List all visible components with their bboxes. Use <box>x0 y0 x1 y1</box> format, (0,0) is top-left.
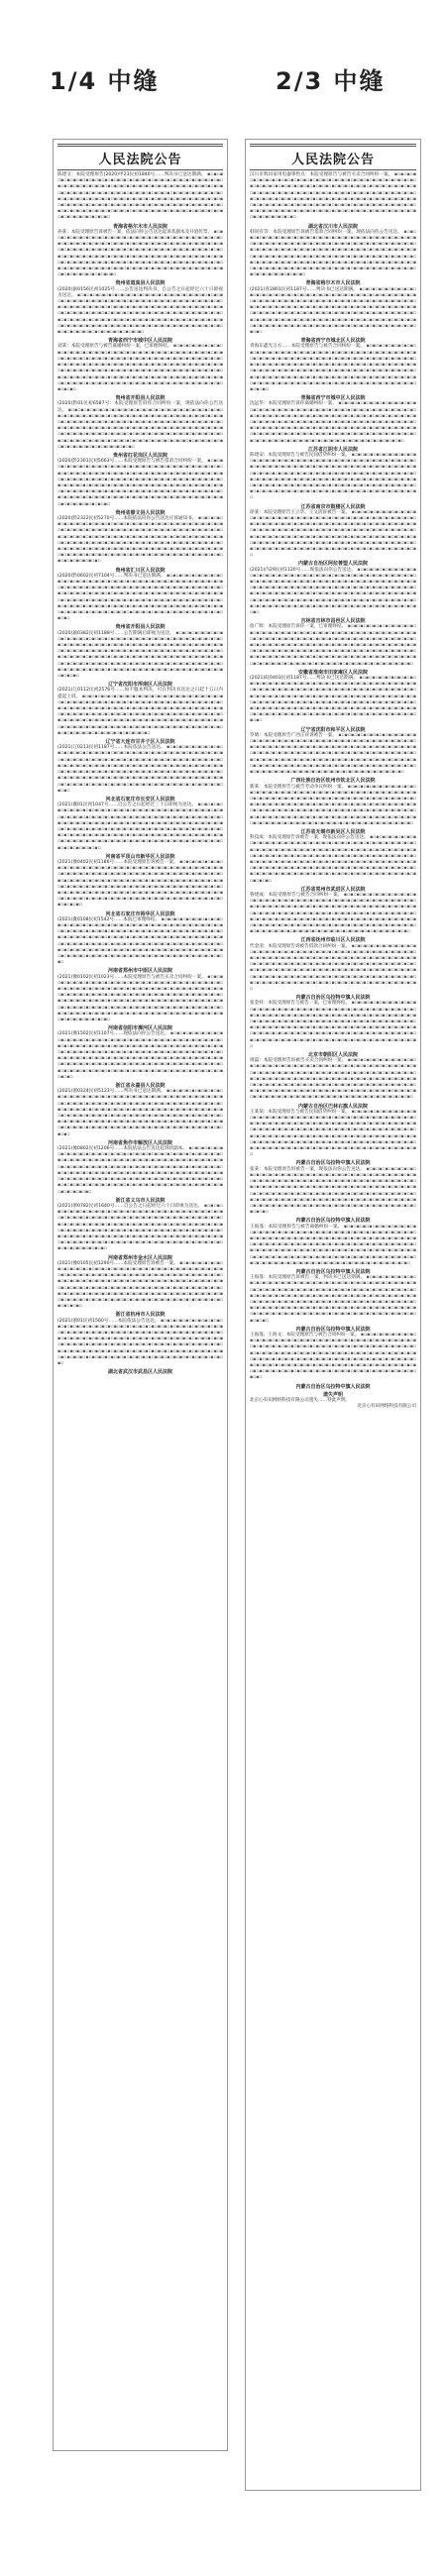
notice-item <box>250 624 416 676</box>
court-name: 江苏省常州市武进区人民法院 <box>300 886 366 893</box>
notice-text: (2021)辽0213民初1187号……本院依法公告送达。 <box>57 745 166 751</box>
notice-item <box>57 1031 223 1089</box>
court-name: 河南省焦作市解放区人民法院 <box>107 1139 172 1146</box>
right-column-header: 人民法院公告 <box>250 144 416 170</box>
notice-text: 鲁建成：本院受理原告与被告合同纠纷一案。 <box>250 892 343 898</box>
notice-item <box>57 172 223 230</box>
court-name: 湖北省汉川市人民法院 <box>307 223 358 230</box>
notice-body-texture: ▪▫▪▫▪▫▪▫▪▫▪▫▪▫▪▫▪▫▪▫▪▫▪▫▪▫▪▫▪▫▪▫▪▫▪▫▪▫▪▫▪▫▪▫▪▫▪▫▪▫▪▫▪▫▪▫▪▫▪▫▪▫▪▫▪▫▪▫▪▫▪▫▪▫▪▫▪▫▪▫▪▫▪▫▪▫▪▫▪▫▪▫▪▫▪▫▪▫▪▫▪▫▪▫▪▫▪▫▪▫▪▫▪▫▪▫▪▫▪▫▪▫▪▫▪▫▪▫▪▫▪▫▪▫▪▫▪▫▪▫▪▫▪▫▪▫▪▫▪▫▪▫▪▫▪▫▪▫▪▫▪▫▪▫▪▫▪▫▪▫▪▫▪▫▪▫▪▫▪▫▪▫▪▫▪▫▪▫▪▫▪▫▪▫▪▫▪▫▪▫▪▫▪▫▪▫▪▫▪▫▪▫▪▫▪▫▪▫▪▫▪▫▪▫▪▫▪▫▪▫▪▫▪▫▪▫▪▫▪▫▪▫▪▫▪▫▪▫▪▫▪▫▪▫▪▫▪▫▪▫▪▫▪▫▪▫▪▫▪▫▪▫▪▫▪▫▪▫▪▫▪▫▪▫▪▫▪▫▪▫▪▫▪▫▪▫▪▫▪▫▪▫▪▫▪▫▪▫▪▫▪▫▪▫▪▫▪▫▪▫▪▫▪▫▪▫▪▫▪▫▪▫▪▫▪▫▪▫▪▫ <box>250 1058 416 1101</box>
notice-body-texture: ▪▫▪▫▪▫▪▫▪▫▪▫▪▫▪▫▪▫▪▫▪▫▪▫▪▫▪▫▪▫▪▫▪▫▪▫▪▫▪▫▪▫▪▫▪▫▪▫▪▫▪▫▪▫▪▫▪▫▪▫▪▫▪▫▪▫▪▫▪▫▪▫▪▫▪▫▪▫▪▫▪▫▪▫▪▫▪▫▪▫▪▫▪▫▪▫▪▫▪▫▪▫▪▫▪▫▪▫▪▫▪▫▪▫▪▫▪▫▪▫▪▫▪▫▪▫▪▫▪▫▪▫▪▫▪▫▪▫▪▫▪▫▪▫▪▫▪▫▪▫▪▫▪▫▪▫▪▫▪▫▪▫▪▫▪▫▪▫▪▫▪▫▪▫▪▫▪▫▪▫▪▫▪▫▪▫▪▫▪▫▪▫▪▫▪▫▪▫▪▫▪▫▪▫▪▫▪▫▪▫▪▫▪▫▪▫▪▫▪▫▪▫▪▫▪▫▪▫▪▫▪▫▪▫▪▫▪▫▪▫▪▫▪▫▪▫▪▫▪▫▪▫▪▫▪▫▪▫▪▫▪▫▪▫▪▫▪▫▪▫▪▫▪▫▪▫▪▫▪▫▪▫▪▫▪▫▪▫▪▫▪▫▪▫▪▫▪▫▪▫▪▫▪▫▪▫▪▫▪▫▪▫▪▫▪▫▪▫▪▫▪▫▪▫▪▫▪▫▪▫▪▫▪▫▪▫▪▫▪▫ <box>250 1109 416 1158</box>
notice-item <box>57 459 223 516</box>
notice-text: 汉川市辉讯家用电器零售点：本院受理原告与被告买卖合同纠纷一案。 <box>250 172 393 177</box>
notice-body-texture: ▪▫▪▫▪▫▪▫▪▫▪▫▪▫▪▫▪▫▪▫▪▫▪▫▪▫▪▫▪▫▪▫▪▫▪▫▪▫▪▫▪▫▪▫▪▫▪▫▪▫▪▫▪▫▪▫▪▫▪▫▪▫▪▫▪▫▪▫▪▫▪▫▪▫▪▫▪▫▪▫▪▫▪▫▪▫▪▫▪▫▪▫▪▫▪▫▪▫▪▫▪▫▪▫▪▫▪▫▪▫▪▫▪▫▪▫▪▫▪▫▪▫▪▫▪▫▪▫▪▫▪▫▪▫▪▫▪▫▪▫▪▫▪▫▪▫▪▫▪▫▪▫▪▫▪▫▪▫▪▫▪▫▪▫▪▫▪▫▪▫▪▫▪▫▪▫▪▫▪▫▪▫▪▫▪▫▪▫▪▫▪▫▪▫▪▫▪▫▪▫▪▫▪▫▪▫▪▫▪▫▪▫▪▫▪▫▪▫▪▫▪▫▪▫▪▫▪▫▪▫▪▫▪▫▪▫▪▫▪▫▪▫▪▫▪▫▪▫▪▫▪▫▪▫▪▫▪▫▪▫▪▫▪▫▪▫▪▫▪▫▪▫▪▫▪▫▪▫▪▫▪▫▪▫▪▫▪▫▪▫▪▫▪▫▪▫▪▫▪▫▪▫▪▫▪▫▪▫▪▫▪▫▪▫▪▫▪▫▪▫▪▫▪▫▪▫▪▫▪▫▪▫▪▫▪▫▪▫▪▫ <box>250 943 416 992</box>
notice-item <box>250 568 416 625</box>
notice-text: (2021)冀0108民初1542号……本院已审理终结。 <box>57 916 161 922</box>
court-name: 内蒙古自治区乌拉特中旗人民法院 <box>295 1326 371 1333</box>
left-column-header: 人民法院公告 <box>57 144 223 170</box>
court-name: 内蒙古自治区乌拉特中旗人民法院 <box>295 995 371 1002</box>
notice-body-texture: ▪▫▪▫▪▫▪▫▪▫▪▫▪▫▪▫▪▫▪▫▪▫▪▫▪▫▪▫▪▫▪▫▪▫▪▫▪▫▪▫▪▫▪▫▪▫▪▫▪▫▪▫▪▫▪▫▪▫▪▫▪▫▪▫▪▫▪▫▪▫▪▫▪▫▪▫▪▫▪▫▪▫▪▫▪▫▪▫▪▫▪▫▪▫▪▫▪▫▪▫▪▫▪▫▪▫▪▫▪▫▪▫▪▫▪▫▪▫▪▫▪▫▪▫▪▫▪▫▪▫▪▫▪▫▪▫▪▫▪▫▪▫▪▫▪▫▪▫▪▫▪▫▪▫▪▫▪▫▪▫▪▫▪▫▪▫▪▫▪▫▪▫▪▫▪▫▪▫▪▫▪▫▪▫▪▫▪▫▪▫▪▫▪▫▪▫▪▫▪▫▪▫▪▫▪▫▪▫▪▫▪▫▪▫▪▫▪▫▪▫▪▫▪▫▪▫▪▫▪▫▪▫▪▫▪▫▪▫▪▫▪▫▪▫▪▫▪▫▪▫▪▫▪▫▪▫▪▫▪▫▪▫▪▫▪▫▪▫▪▫▪▫▪▫▪▫▪▫▪▫▪▫▪▫▪▫▪▫▪▫▪▫▪▫▪▫▪▫▪▫▪▫▪▫▪▫▪▫▪▫▪▫▪▫▪▫▪▫▪▫▪▫▪▫▪▫▪▫▪▫▪▫▪▫▪▫▪▫▪▫ <box>57 803 223 851</box>
notice-text: 张某：本院受理原告诉被告一案，现依法向你公告送达。 <box>250 1166 365 1172</box>
notice-body-texture: ▪▫▪▫▪▫▪▫▪▫▪▫▪▫▪▫▪▫▪▫▪▫▪▫▪▫▪▫▪▫▪▫▪▫▪▫▪▫▪▫▪▫▪▫▪▫▪▫▪▫▪▫▪▫▪▫▪▫▪▫▪▫▪▫▪▫▪▫▪▫▪▫▪▫▪▫▪▫▪▫▪▫▪▫▪▫▪▫▪▫▪▫▪▫▪▫▪▫▪▫▪▫▪▫▪▫▪▫▪▫▪▫▪▫▪▫▪▫▪▫▪▫▪▫▪▫▪▫▪▫▪▫▪▫▪▫▪▫▪▫▪▫▪▫▪▫▪▫▪▫▪▫▪▫▪▫▪▫▪▫▪▫▪▫▪▫▪▫▪▫▪▫▪▫▪▫▪▫▪▫▪▫▪▫▪▫▪▫▪▫▪▫▪▫▪▫▪▫▪▫▪▫▪▫▪▫▪▫▪▫▪▫▪▫▪▫▪▫▪▫▪▫▪▫▪▫▪▫▪▫▪▫▪▫▪▫▪▫▪▫▪▫▪▫▪▫▪▫▪▫▪▫▪▫▪▫▪▫▪▫▪▫▪▫▪▫▪▫▪▫▪▫▪▫▪▫▪▫▪▫▪▫▪▫▪▫▪▫▪▫▪▫▪▫▪▫▪▫▪▫▪▫▪▫▪▫▪▫▪▫▪▫▪▫▪▫▪▫▪▫▪▫▪▫▪▫▪▫▪▫▪▫▪▫▪▫▪▫▪▫ <box>57 1031 223 1080</box>
notice-item <box>250 1058 416 1110</box>
right-gutter-label: 2/3 中缝 <box>276 67 386 95</box>
left-gutter-label: 1/4 中缝 <box>50 67 160 95</box>
court-name: 贵州省红花岗区人民法院 <box>112 452 167 459</box>
court-name: 贵州省开阳县人民法院 <box>115 395 166 402</box>
notice-text: (2020)黔0602民初7104号……判决书已送达期满。 <box>57 573 166 579</box>
notice-item <box>250 401 416 453</box>
notice-body-texture: ▪▫▪▫▪▫▪▫▪▫▪▫▪▫▪▫▪▫▪▫▪▫▪▫▪▫▪▫▪▫▪▫▪▫▪▫▪▫▪▫▪▫▪▫▪▫▪▫▪▫▪▫▪▫▪▫▪▫▪▫▪▫▪▫▪▫▪▫▪▫▪▫▪▫▪▫▪▫▪▫▪▫▪▫▪▫▪▫▪▫▪▫▪▫▪▫▪▫▪▫▪▫▪▫▪▫▪▫▪▫▪▫▪▫▪▫▪▫▪▫▪▫▪▫▪▫▪▫▪▫▪▫▪▫▪▫▪▫▪▫▪▫▪▫▪▫▪▫▪▫▪▫▪▫▪▫▪▫▪▫▪▫▪▫▪▫▪▫▪▫▪▫▪▫▪▫▪▫▪▫▪▫▪▫▪▫▪▫▪▫▪▫▪▫▪▫▪▫▪▫▪▫▪▫▪▫▪▫▪▫▪▫▪▫▪▫▪▫▪▫▪▫▪▫▪▫▪▫▪▫▪▫▪▫▪▫▪▫▪▫▪▫▪▫▪▫▪▫▪▫▪▫▪▫▪▫▪▫▪▫▪▫▪▫▪▫▪▫▪▫▪▫▪▫▪▫▪▫▪▫▪▫▪▫▪▫▪▫▪▫▪▫▪▫▪▫▪▫▪▫▪▫▪▫▪▫▪▫▪▫▪▫▪▫▪▫▪▫▪▫▪▫▪▫▪▫▪▫▪▫▪▫▪▫▪▫▪▫▪▫ <box>250 892 416 935</box>
left-notices-body <box>54 170 227 1377</box>
notice-text: (2021)豫0105民初1290号……本院受理原告诉被告一案。 <box>57 1260 178 1266</box>
court-name: 贵州省道真县人民法院 <box>115 280 166 287</box>
notice-body-texture: ▪▫▪▫▪▫▪▫▪▫▪▫▪▫▪▫▪▫▪▫▪▫▪▫▪▫▪▫▪▫▪▫▪▫▪▫▪▫▪▫▪▫▪▫▪▫▪▫▪▫▪▫▪▫▪▫▪▫▪▫▪▫▪▫▪▫▪▫▪▫▪▫▪▫▪▫▪▫▪▫▪▫▪▫▪▫▪▫▪▫▪▫▪▫▪▫▪▫▪▫▪▫▪▫▪▫▪▫▪▫▪▫▪▫▪▫▪▫▪▫▪▫▪▫▪▫▪▫▪▫▪▫▪▫▪▫▪▫▪▫▪▫▪▫▪▫▪▫▪▫▪▫▪▫▪▫▪▫▪▫▪▫▪▫▪▫▪▫▪▫▪▫▪▫▪▫▪▫▪▫▪▫▪▫▪▫▪▫▪▫▪▫▪▫▪▫▪▫▪▫▪▫▪▫▪▫▪▫▪▫▪▫▪▫▪▫▪▫▪▫▪▫▪▫▪▫▪▫▪▫▪▫▪▫▪▫▪▫▪▫▪▫▪▫▪▫▪▫▪▫▪▫▪▫▪▫▪▫▪▫▪▫▪▫▪▫▪▫▪▫▪▫▪▫▪▫▪▫▪▫▪▫▪▫▪▫▪▫▪▫▪▫▪▫▪▫▪▫▪▫▪▫▪▫▪▫▪▫▪▫▪▫▪▫▪▫▪▫▪▫▪▫▪▫▪▫▪▫▪▫▪▫▪▫▪▫▪▫▪▫ <box>250 732 416 776</box>
notice-item <box>250 1225 416 1276</box>
notice-text: (2021)浙0782民初1640号……自公告之日起经过六十日即视为送达。 <box>57 1203 203 1209</box>
notice-text: (2021)辽0112民初2576号……如不服本判决，可在判决书送达之日起十五日内提起上诉。 <box>57 688 223 699</box>
notice-text: (2021)浙01民初1560号……本院依法公告送达。 <box>57 1318 160 1324</box>
notice-item <box>57 401 223 459</box>
notice-body-texture: ▪▫▪▫▪▫▪▫▪▫▪▫▪▫▪▫▪▫▪▫▪▫▪▫▪▫▪▫▪▫▪▫▪▫▪▫▪▫▪▫▪▫▪▫▪▫▪▫▪▫▪▫▪▫▪▫▪▫▪▫▪▫▪▫▪▫▪▫▪▫▪▫▪▫▪▫▪▫▪▫▪▫▪▫▪▫▪▫▪▫▪▫▪▫▪▫▪▫▪▫▪▫▪▫▪▫▪▫▪▫▪▫▪▫▪▫▪▫▪▫▪▫▪▫▪▫▪▫▪▫▪▫▪▫▪▫▪▫▪▫▪▫▪▫▪▫▪▫▪▫▪▫▪▫▪▫▪▫▪▫▪▫▪▫▪▫▪▫▪▫▪▫▪▫▪▫▪▫▪▫▪▫▪▫▪▫▪▫▪▫▪▫▪▫▪▫▪▫▪▫▪▫▪▫▪▫▪▫▪▫▪▫▪▫▪▫▪▫▪▫▪▫▪▫▪▫▪▫▪▫▪▫▪▫▪▫▪▫▪▫▪▫▪▫▪▫▪▫▪▫▪▫▪▫▪▫▪▫▪▫▪▫▪▫▪▫▪▫▪▫▪▫▪▫▪▫▪▫▪▫▪▫▪▫▪▫▪▫▪▫▪▫▪▫▪▫▪▫▪▫▪▫▪▫▪▫▪▫▪▫▪▫▪▫▪▫▪▫▪▫▪▫▪▫▪▫▪▫▪▫▪▫▪▫▪▫▪▫▪▫ <box>250 624 416 667</box>
notice-item <box>250 453 416 510</box>
notice-text: 陈建文：本院受理原告(2020)甲23民初1840号……判决书已送达期满。 <box>57 172 206 177</box>
notice-body-texture: ▪▫▪▫▪▫▪▫▪▫▪▫▪▫▪▫▪▫▪▫▪▫▪▫▪▫▪▫▪▫▪▫▪▫▪▫▪▫▪▫▪▫▪▫▪▫▪▫▪▫▪▫▪▫▪▫▪▫▪▫▪▫▪▫▪▫▪▫▪▫▪▫▪▫▪▫▪▫▪▫▪▫▪▫▪▫▪▫▪▫▪▫▪▫▪▫▪▫▪▫▪▫▪▫▪▫▪▫▪▫▪▫▪▫▪▫▪▫▪▫▪▫▪▫▪▫▪▫▪▫▪▫▪▫▪▫▪▫▪▫▪▫▪▫▪▫▪▫▪▫▪▫▪▫▪▫▪▫▪▫▪▫▪▫▪▫▪▫▪▫▪▫▪▫▪▫▪▫▪▫▪▫▪▫▪▫▪▫▪▫▪▫▪▫▪▫▪▫▪▫▪▫▪▫▪▫▪▫▪▫▪▫▪▫▪▫▪▫▪▫▪▫▪▫▪▫▪▫▪▫▪▫▪▫▪▫▪▫▪▫▪▫▪▫▪▫▪▫▪▫▪▫▪▫▪▫▪▫▪▫▪▫▪▫▪▫▪▫▪▫▪▫▪▫▪▫▪▫▪▫▪▫▪▫▪▫▪▫▪▫▪▫▪▫▪▫▪▫▪▫▪▫▪▫▪▫▪▫▪▫▪▫▪▫▪▫▪▫▪▫▪▫▪▫▪▫▪▫▪▫▪▫▪▫▪▫▪▫▪▫ <box>57 1203 223 1252</box>
notice-body-texture: ▪▫▪▫▪▫▪▫▪▫▪▫▪▫▪▫▪▫▪▫▪▫▪▫▪▫▪▫▪▫▪▫▪▫▪▫▪▫▪▫▪▫▪▫▪▫▪▫▪▫▪▫▪▫▪▫▪▫▪▫▪▫▪▫▪▫▪▫▪▫▪▫▪▫▪▫▪▫▪▫▪▫▪▫▪▫▪▫▪▫▪▫▪▫▪▫▪▫▪▫▪▫▪▫▪▫▪▫▪▫▪▫▪▫▪▫▪▫▪▫▪▫▪▫▪▫▪▫▪▫▪▫▪▫▪▫▪▫▪▫▪▫▪▫▪▫▪▫▪▫▪▫▪▫▪▫▪▫▪▫▪▫▪▫▪▫▪▫▪▫▪▫▪▫▪▫▪▫▪▫▪▫▪▫▪▫▪▫▪▫▪▫▪▫▪▫▪▫▪▫▪▫▪▫▪▫▪▫▪▫▪▫▪▫▪▫▪▫▪▫▪▫▪▫▪▫▪▫▪▫▪▫▪▫▪▫▪▫▪▫▪▫▪▫▪▫▪▫▪▫▪▫▪▫▪▫▪▫▪▫▪▫▪▫▪▫▪▫▪▫▪▫▪▫▪▫▪▫▪▫▪▫▪▫▪▫▪▫▪▫▪▫▪▫▪▫▪▫▪▫▪▫▪▫▪▫▪▫▪▫▪▫▪▫▪▫▪▫▪▫▪▫▪▫▪▫▪▫▪▫▪▫▪▫▪▫▪▫▪▫ <box>57 1146 223 1195</box>
court-name: 内蒙古自治区巴林右旗人民法院 <box>297 1103 368 1110</box>
notice-body-texture: ▪▫▪▫▪▫▪▫▪▫▪▫▪▫▪▫▪▫▪▫▪▫▪▫▪▫▪▫▪▫▪▫▪▫▪▫▪▫▪▫▪▫▪▫▪▫▪▫▪▫▪▫▪▫▪▫▪▫▪▫▪▫▪▫▪▫▪▫▪▫▪▫▪▫▪▫▪▫▪▫▪▫▪▫▪▫▪▫▪▫▪▫▪▫▪▫▪▫▪▫▪▫▪▫▪▫▪▫▪▫▪▫▪▫▪▫▪▫▪▫▪▫▪▫▪▫▪▫▪▫▪▫▪▫▪▫▪▫▪▫▪▫▪▫▪▫▪▫▪▫▪▫▪▫▪▫▪▫▪▫▪▫▪▫▪▫▪▫▪▫▪▫▪▫▪▫▪▫▪▫▪▫▪▫▪▫▪▫▪▫▪▫▪▫▪▫▪▫▪▫▪▫▪▫▪▫▪▫▪▫▪▫▪▫▪▫▪▫▪▫▪▫▪▫▪▫▪▫▪▫▪▫▪▫▪▫▪▫▪▫▪▫▪▫▪▫▪▫▪▫▪▫▪▫▪▫▪▫▪▫▪▫▪▫▪▫▪▫▪▫▪▫▪▫▪▫▪▫▪▫▪▫▪▫▪▫▪▫▪▫▪▫▪▫▪▫▪▫▪▫▪▫▪▫▪▫▪▫▪▫▪▫▪▫▪▫▪▫▪▫▪▫▪▫▪▫▪▫▪▫▪▫▪▫▪▫▪▫▪▫ <box>57 1318 223 1366</box>
notice-body-texture: ▪▫▪▫▪▫▪▫▪▫▪▫▪▫▪▫▪▫▪▫▪▫▪▫▪▫▪▫▪▫▪▫▪▫▪▫▪▫▪▫▪▫▪▫▪▫▪▫▪▫▪▫▪▫▪▫▪▫▪▫▪▫▪▫▪▫▪▫▪▫▪▫▪▫▪▫▪▫▪▫▪▫▪▫▪▫▪▫▪▫▪▫▪▫▪▫▪▫▪▫▪▫▪▫▪▫▪▫▪▫▪▫▪▫▪▫▪▫▪▫▪▫▪▫▪▫▪▫▪▫▪▫▪▫▪▫▪▫▪▫▪▫▪▫▪▫▪▫▪▫▪▫▪▫▪▫▪▫▪▫▪▫▪▫▪▫▪▫▪▫▪▫▪▫▪▫▪▫▪▫▪▫▪▫▪▫▪▫▪▫▪▫▪▫▪▫▪▫▪▫▪▫▪▫▪▫▪▫▪▫▪▫▪▫▪▫▪▫▪▫▪▫▪▫▪▫▪▫▪▫▪▫▪▫▪▫▪▫▪▫▪▫▪▫▪▫▪▫▪▫▪▫▪▫▪▫▪▫▪▫▪▫▪▫▪▫▪▫▪▫▪▫▪▫▪▫▪▫▪▫▪▫▪▫▪▫▪▫▪▫▪▫▪▫▪▫▪▫▪▫▪▫▪▫▪▫▪▫▪▫▪▫▪▫▪▫▪▫▪▫▪▫▪▫▪▫▪▫▪▫▪▫▪▫▪▫▪▫▪▫ <box>57 407 223 450</box>
notice-text: (2021)豫0102民初1023号……本院受理原告与被告买卖合同纠纷一案。 <box>57 974 206 980</box>
court-name: 江苏省南京市鼓楼区人民法院 <box>300 503 366 510</box>
notice-body-texture: ▪▫▪▫▪▫▪▫▪▫▪▫▪▫▪▫▪▫▪▫▪▫▪▫▪▫▪▫▪▫▪▫▪▫▪▫▪▫▪▫▪▫▪▫▪▫▪▫▪▫▪▫▪▫▪▫▪▫▪▫▪▫▪▫▪▫▪▫▪▫▪▫▪▫▪▫▪▫▪▫▪▫▪▫▪▫▪▫▪▫▪▫▪▫▪▫▪▫▪▫▪▫▪▫▪▫▪▫▪▫▪▫▪▫▪▫▪▫▪▫▪▫▪▫▪▫▪▫▪▫▪▫▪▫▪▫▪▫▪▫▪▫▪▫▪▫▪▫▪▫▪▫▪▫▪▫▪▫▪▫▪▫▪▫▪▫▪▫▪▫▪▫▪▫▪▫▪▫▪▫▪▫▪▫▪▫▪▫▪▫▪▫▪▫▪▫▪▫▪▫▪▫▪▫▪▫▪▫▪▫▪▫▪▫▪▫▪▫▪▫▪▫▪▫▪▫▪▫▪▫▪▫▪▫▪▫▪▫▪▫▪▫▪▫▪▫▪▫▪▫▪▫▪▫▪▫▪▫▪▫▪▫▪▫▪▫▪▫▪▫▪▫▪▫▪▫▪▫▪▫▪▫▪▫▪▫▪▫▪▫▪▫▪▫▪▫▪▫▪▫▪▫▪▫▪▫▪▫▪▫▪▫▪▫▪▫▪▫▪▫▪▫▪▫▪▫▪▫▪▫▪▫▪▫▪▫▪▫▪▫ <box>250 1332 416 1381</box>
notice-item <box>57 1089 223 1146</box>
notice-item <box>57 917 223 975</box>
notice-item <box>250 1275 416 1333</box>
notice-text: 张金祥：本院受理原告与被告一案，已审理终结。 <box>250 1001 351 1007</box>
notice-item <box>250 893 416 944</box>
notice-text: 刘某：本院受理原告与被告离婚纠纷一案，已审理终结。 <box>57 344 172 350</box>
notice-body-texture: ▪▫▪▫▪▫▪▫▪▫▪▫▪▫▪▫▪▫▪▫▪▫▪▫▪▫▪▫▪▫▪▫▪▫▪▫▪▫▪▫▪▫▪▫▪▫▪▫▪▫▪▫▪▫▪▫▪▫▪▫▪▫▪▫▪▫▪▫▪▫▪▫▪▫▪▫▪▫▪▫▪▫▪▫▪▫▪▫▪▫▪▫▪▫▪▫▪▫▪▫▪▫▪▫▪▫▪▫▪▫▪▫▪▫▪▫▪▫▪▫▪▫▪▫▪▫▪▫▪▫▪▫▪▫▪▫▪▫▪▫▪▫▪▫▪▫▪▫▪▫▪▫▪▫▪▫▪▫▪▫▪▫▪▫▪▫▪▫▪▫▪▫▪▫▪▫▪▫▪▫▪▫▪▫▪▫▪▫▪▫▪▫▪▫▪▫▪▫▪▫▪▫▪▫▪▫▪▫▪▫▪▫▪▫▪▫▪▫▪▫▪▫▪▫▪▫▪▫▪▫▪▫▪▫▪▫▪▫▪▫▪▫▪▫▪▫▪▫▪▫▪▫▪▫▪▫▪▫▪▫▪▫▪▫▪▫▪▫▪▫▪▫▪▫▪▫▪▫▪▫▪▫▪▫▪▫▪▫▪▫▪▫▪▫▪▫▪▫▪▫▪▫▪▫▪▫▪▫▪▫▪▫▪▫▪▫▪▫▪▫▪▫▪▫▪▫▪▫▪▫▪▫▪▫▪▫▪▫▪▫ <box>250 567 416 616</box>
notice-item <box>250 676 416 733</box>
notice-body-texture: ▪▫▪▫▪▫▪▫▪▫▪▫▪▫▪▫▪▫▪▫▪▫▪▫▪▫▪▫▪▫▪▫▪▫▪▫▪▫▪▫▪▫▪▫▪▫▪▫▪▫▪▫▪▫▪▫▪▫▪▫▪▫▪▫▪▫▪▫▪▫▪▫▪▫▪▫▪▫▪▫▪▫▪▫▪▫▪▫▪▫▪▫▪▫▪▫▪▫▪▫▪▫▪▫▪▫▪▫▪▫▪▫▪▫▪▫▪▫▪▫▪▫▪▫▪▫▪▫▪▫▪▫▪▫▪▫▪▫▪▫▪▫▪▫▪▫▪▫▪▫▪▫▪▫▪▫▪▫▪▫▪▫▪▫▪▫▪▫▪▫▪▫▪▫▪▫▪▫▪▫▪▫▪▫▪▫▪▫▪▫▪▫▪▫▪▫▪▫▪▫▪▫▪▫▪▫▪▫▪▫▪▫▪▫▪▫▪▫▪▫▪▫▪▫▪▫▪▫▪▫▪▫▪▫▪▫▪▫▪▫▪▫▪▫▪▫▪▫▪▫▪▫▪▫▪▫▪▫▪▫▪▫▪▫▪▫▪▫▪▫▪▫▪▫▪▫▪▫▪▫▪▫▪▫▪▫▪▫▪▫▪▫▪▫▪▫▪▫▪▫▪▫▪▫▪▫▪▫▪▫▪▫▪▫▪▫▪▫▪▫▪▫▪▫▪▫▪▫▪▫▪▫▪▫▪▫▪▫▪▫ <box>250 509 416 559</box>
notice-text: 孙某：本院受理原告诉被告一案，依法向你公告送达起诉状副本及开庭传票。 <box>57 229 213 235</box>
notice-text: 周磊：本院受理原告诉被告买卖合同纠纷一案。 <box>250 1058 347 1064</box>
court-name: 河南省平顶山市新华区人民法院 <box>105 853 175 860</box>
notice-item <box>57 516 223 574</box>
notice-item <box>57 975 223 1032</box>
court-name: 浙江省义乌市人民法院 <box>115 1197 166 1204</box>
notice-text: (2021)冀01民初1047号……自公告之日起经过三十日即视为送达。 <box>57 803 197 808</box>
notice-body-texture: ▪▫▪▫▪▫▪▫▪▫▪▫▪▫▪▫▪▫▪▫▪▫▪▫▪▫▪▫▪▫▪▫▪▫▪▫▪▫▪▫▪▫▪▫▪▫▪▫▪▫▪▫▪▫▪▫▪▫▪▫▪▫▪▫▪▫▪▫▪▫▪▫▪▫▪▫▪▫▪▫▪▫▪▫▪▫▪▫▪▫▪▫▪▫▪▫▪▫▪▫▪▫▪▫▪▫▪▫▪▫▪▫▪▫▪▫▪▫▪▫▪▫▪▫▪▫▪▫▪▫▪▫▪▫▪▫▪▫▪▫▪▫▪▫▪▫▪▫▪▫▪▫▪▫▪▫▪▫▪▫▪▫▪▫▪▫▪▫▪▫▪▫▪▫▪▫▪▫▪▫▪▫▪▫▪▫▪▫▪▫▪▫▪▫▪▫▪▫▪▫▪▫▪▫▪▫▪▫▪▫▪▫▪▫▪▫▪▫▪▫▪▫▪▫▪▫▪▫▪▫▪▫▪▫▪▫▪▫▪▫▪▫▪▫▪▫▪▫▪▫▪▫▪▫▪▫▪▫▪▫▪▫▪▫▪▫▪▫▪▫▪▫▪▫▪▫▪▫▪▫▪▫▪▫▪▫▪▫▪▫▪▫▪▫▪▫▪▫▪▫▪▫▪▫▪▫▪▫▪▫▪▫▪▫▪▫▪▫▪▫▪▫▪▫▪▫▪▫▪▫▪▫▪▫▪▫▪▫▪▫ <box>250 1224 416 1266</box>
notice-body-texture: ▪▫▪▫▪▫▪▫▪▫▪▫▪▫▪▫▪▫▪▫▪▫▪▫▪▫▪▫▪▫▪▫▪▫▪▫▪▫▪▫▪▫▪▫▪▫▪▫▪▫▪▫▪▫▪▫▪▫▪▫▪▫▪▫▪▫▪▫▪▫▪▫▪▫▪▫▪▫▪▫▪▫▪▫▪▫▪▫▪▫▪▫▪▫▪▫▪▫▪▫▪▫▪▫▪▫▪▫▪▫▪▫▪▫▪▫▪▫▪▫▪▫▪▫▪▫▪▫▪▫▪▫▪▫▪▫▪▫▪▫▪▫▪▫▪▫▪▫▪▫▪▫▪▫▪▫▪▫▪▫▪▫▪▫▪▫▪▫▪▫▪▫▪▫▪▫▪▫▪▫▪▫▪▫▪▫▪▫▪▫▪▫▪▫▪▫▪▫▪▫▪▫▪▫▪▫▪▫▪▫▪▫▪▫▪▫▪▫▪▫▪▫▪▫▪▫▪▫▪▫▪▫▪▫▪▫▪▫▪▫▪▫▪▫▪▫▪▫▪▫▪▫▪▫▪▫▪▫▪▫▪▫▪▫▪▫▪▫▪▫▪▫▪▫▪▫▪▫▪▫▪▫▪▫▪▫▪▫▪▫▪▫▪▫▪▫▪▫▪▫▪▫▪▫▪▫▪▫▪▫▪▫▪▫▪▫▪▫▪▫▪▫▪▫▪▫▪▫▪▫▪▫▪▫▪▫▪▫▪▫ <box>250 452 416 501</box>
notice-item <box>250 1333 416 1390</box>
court-name: 内蒙古自治区乌拉特中旗人民法院 <box>295 1218 371 1225</box>
notice-text: 詹广辉：本院受理原告诉你一案，已审理终结。 <box>250 624 347 630</box>
right-notices-body <box>246 170 420 1412</box>
notice-text: (2020)渝0156民初1025号……公告送达判决书，自公告之日起经过六十日即视为送达。 <box>57 286 223 298</box>
court-name: 辽宁省沈阳市浑南区人民法院 <box>107 682 172 689</box>
notice-body-texture: ▪▫▪▫▪▫▪▫▪▫▪▫▪▫▪▫▪▫▪▫▪▫▪▫▪▫▪▫▪▫▪▫▪▫▪▫▪▫▪▫▪▫▪▫▪▫▪▫▪▫▪▫▪▫▪▫▪▫▪▫▪▫▪▫▪▫▪▫▪▫▪▫▪▫▪▫▪▫▪▫▪▫▪▫▪▫▪▫▪▫▪▫▪▫▪▫▪▫▪▫▪▫▪▫▪▫▪▫▪▫▪▫▪▫▪▫▪▫▪▫▪▫▪▫▪▫▪▫▪▫▪▫▪▫▪▫▪▫▪▫▪▫▪▫▪▫▪▫▪▫▪▫▪▫▪▫▪▫▪▫▪▫▪▫▪▫▪▫▪▫▪▫▪▫▪▫▪▫▪▫▪▫▪▫▪▫▪▫▪▫▪▫▪▫▪▫▪▫▪▫▪▫▪▫▪▫▪▫▪▫▪▫▪▫▪▫▪▫▪▫▪▫▪▫▪▫▪▫▪▫▪▫▪▫▪▫▪▫▪▫▪▫▪▫▪▫▪▫▪▫▪▫▪▫▪▫▪▫▪▫▪▫▪▫▪▫▪▫▪▫▪▫▪▫▪▫▪▫▪▫▪▫▪▫▪▫▪▫▪▫▪▫▪▫▪▫▪▫▪▫▪▫▪▫▪▫▪▫▪▫▪▫▪▫▪▫▪▫▪▫▪▫▪▫▪▫▪▫▪▫▪▫▪▫▪▫▪▫▪▫ <box>57 630 223 680</box>
notice-item <box>57 1319 223 1376</box>
court-name: 内蒙古自治区乌拉特中旗人民法院 <box>295 1268 371 1275</box>
notice-body-texture: ▪▫▪▫▪▫▪▫▪▫▪▫▪▫▪▫▪▫▪▫▪▫▪▫▪▫▪▫▪▫▪▫▪▫▪▫▪▫▪▫▪▫▪▫▪▫▪▫▪▫▪▫▪▫▪▫▪▫▪▫▪▫▪▫▪▫▪▫▪▫▪▫▪▫▪▫▪▫▪▫▪▫▪▫▪▫▪▫▪▫▪▫▪▫▪▫▪▫▪▫▪▫▪▫▪▫▪▫▪▫▪▫▪▫▪▫▪▫▪▫▪▫▪▫▪▫▪▫▪▫▪▫▪▫▪▫▪▫▪▫▪▫▪▫▪▫▪▫▪▫▪▫▪▫▪▫▪▫▪▫▪▫▪▫▪▫▪▫▪▫▪▫▪▫▪▫▪▫▪▫▪▫▪▫▪▫▪▫▪▫▪▫▪▫▪▫▪▫▪▫▪▫▪▫▪▫▪▫▪▫▪▫▪▫▪▫▪▫▪▫▪▫▪▫▪▫▪▫▪▫▪▫▪▫▪▫▪▫▪▫▪▫▪▫▪▫▪▫▪▫▪▫▪▫▪▫▪▫▪▫▪▫▪▫▪▫▪▫▪▫▪▫▪▫▪▫▪▫▪▫▪▫▪▫▪▫▪▫▪▫▪▫▪▫▪▫▪▫▪▫▪▫▪▫▪▫▪▫▪▫▪▫▪▫▪▫▪▫▪▫▪▫▪▫▪▫▪▫▪▫▪▫▪▫▪▫▪▫▪▫ <box>250 1275 416 1324</box>
notice-text: 新某：本院受理原告与被告劳动争议纠纷一案。 <box>250 784 347 790</box>
court-name: 浙江省杭州市人民法院 <box>115 1312 166 1319</box>
court-name: 河南省郑州市金水区人民法院 <box>107 1254 172 1261</box>
notice-text: (2021)豫0402民初1186号……本院受理原告诉被告一案。 <box>57 859 178 865</box>
notice-body-texture: ▪▫▪▫▪▫▪▫▪▫▪▫▪▫▪▫▪▫▪▫▪▫▪▫▪▫▪▫▪▫▪▫▪▫▪▫▪▫▪▫▪▫▪▫▪▫▪▫▪▫▪▫▪▫▪▫▪▫▪▫▪▫▪▫▪▫▪▫▪▫▪▫▪▫▪▫▪▫▪▫▪▫▪▫▪▫▪▫▪▫▪▫▪▫▪▫▪▫▪▫▪▫▪▫▪▫▪▫▪▫▪▫▪▫▪▫▪▫▪▫▪▫▪▫▪▫▪▫▪▫▪▫▪▫▪▫▪▫▪▫▪▫▪▫▪▫▪▫▪▫▪▫▪▫▪▫▪▫▪▫▪▫▪▫▪▫▪▫▪▫▪▫▪▫▪▫▪▫▪▫▪▫▪▫▪▫▪▫▪▫▪▫▪▫▪▫▪▫▪▫▪▫▪▫▪▫▪▫▪▫▪▫▪▫▪▫▪▫▪▫▪▫▪▫▪▫▪▫▪▫▪▫▪▫▪▫▪▫▪▫▪▫▪▫▪▫▪▫▪▫▪▫▪▫▪▫▪▫▪▫▪▫▪▫▪▫▪▫▪▫▪▫▪▫▪▫▪▫▪▫▪▫▪▫▪▫▪▫▪▫▪▫▪▫▪▫▪▫▪▫▪▫▪▫▪▫▪▫▪▫▪▫▪▫▪▫▪▫▪▫▪▫▪▫▪▫▪▫▪▫▪▫▪▫▪▫▪▫▪▫ <box>250 784 416 826</box>
notice-text: (2021)皖0403民初1187号……判决书已送达期满。 <box>250 676 358 682</box>
notice-text: 陈建安：本院受理原告与被告民间借贷纠纷一案。 <box>250 452 351 458</box>
notice-body-texture: ▪▫▪▫▪▫▪▫▪▫▪▫▪▫▪▫▪▫▪▫▪▫▪▫▪▫▪▫▪▫▪▫▪▫▪▫▪▫▪▫▪▫▪▫▪▫▪▫▪▫▪▫▪▫▪▫▪▫▪▫▪▫▪▫▪▫▪▫▪▫▪▫▪▫▪▫▪▫▪▫▪▫▪▫▪▫▪▫▪▫▪▫▪▫▪▫▪▫▪▫▪▫▪▫▪▫▪▫▪▫▪▫▪▫▪▫▪▫▪▫▪▫▪▫▪▫▪▫▪▫▪▫▪▫▪▫▪▫▪▫▪▫▪▫▪▫▪▫▪▫▪▫▪▫▪▫▪▫▪▫▪▫▪▫▪▫▪▫▪▫▪▫▪▫▪▫▪▫▪▫▪▫▪▫▪▫▪▫▪▫▪▫▪▫▪▫▪▫▪▫▪▫▪▫▪▫▪▫▪▫▪▫▪▫▪▫▪▫▪▫▪▫▪▫▪▫▪▫▪▫▪▫▪▫▪▫▪▫▪▫▪▫▪▫▪▫▪▫▪▫▪▫▪▫▪▫▪▫▪▫▪▫▪▫▪▫▪▫▪▫▪▫▪▫▪▫▪▫▪▫▪▫▪▫▪▫▪▫▪▫▪▫▪▫▪▫▪▫▪▫▪▫▪▫▪▫▪▫▪▫▪▫▪▫▪▫▪▫▪▫▪▫▪▫▪▫▪▫▪▫▪▫▪▫▪▫▪▫▪▫ <box>57 1260 223 1310</box>
notice-text: 韩同有等：本院受理原告诉被告借款合同纠纷一案，现依法向你公告送达。 <box>250 229 402 235</box>
court-name: 青海省格尔木市人民法院 <box>112 223 167 230</box>
notice-item <box>57 631 223 689</box>
notice-text: (2020)黔01民初6587号：本院受理原告诉你合同纠纷一案，现依法向你公告送达。 <box>57 401 223 413</box>
notice-body-texture: ▪▫▪▫▪▫▪▫▪▫▪▫▪▫▪▫▪▫▪▫▪▫▪▫▪▫▪▫▪▫▪▫▪▫▪▫▪▫▪▫▪▫▪▫▪▫▪▫▪▫▪▫▪▫▪▫▪▫▪▫▪▫▪▫▪▫▪▫▪▫▪▫▪▫▪▫▪▫▪▫▪▫▪▫▪▫▪▫▪▫▪▫▪▫▪▫▪▫▪▫▪▫▪▫▪▫▪▫▪▫▪▫▪▫▪▫▪▫▪▫▪▫▪▫▪▫▪▫▪▫▪▫▪▫▪▫▪▫▪▫▪▫▪▫▪▫▪▫▪▫▪▫▪▫▪▫▪▫▪▫▪▫▪▫▪▫▪▫▪▫▪▫▪▫▪▫▪▫▪▫▪▫▪▫▪▫▪▫▪▫▪▫▪▫▪▫▪▫▪▫▪▫▪▫▪▫▪▫▪▫▪▫▪▫▪▫▪▫▪▫▪▫▪▫▪▫▪▫▪▫▪▫▪▫▪▫▪▫▪▫▪▫▪▫▪▫▪▫▪▫▪▫▪▫▪▫▪▫▪▫▪▫▪▫▪▫▪▫▪▫▪▫▪▫▪▫▪▫▪▫▪▫▪▫▪▫▪▫▪▫▪▫▪▫▪▫▪▫▪▫▪▫▪▫▪▫▪▫▪▫▪▫▪▫▪▫▪▫▪▫▪▫▪▫▪▫▪▫▪▫▪▫▪▫▪▫▪▫▪▫ <box>250 172 416 221</box>
notice-item <box>57 803 223 860</box>
notice-item <box>250 785 416 836</box>
notice-text: 王海蓬、王海文：本院受理原告与被告合同纠纷一案。 <box>250 1332 360 1338</box>
footer-text: 北京心有田网络科技有限公司遗失……特此声明。 <box>250 1398 351 1403</box>
footer-title: 遗失声明 <box>322 1391 343 1398</box>
notice-item <box>250 510 416 568</box>
court-name: 北京市朝阳区人民法院 <box>307 1052 358 1059</box>
court-name: 青海省西宁市城中区人民法院 <box>300 395 366 402</box>
court-name: 青海省西宁市城中区人民法院 <box>107 338 172 345</box>
notice-item <box>57 1146 223 1204</box>
notice-text: (2020)渝0382民初1188号……公告期满后即视为送达。 <box>57 630 174 636</box>
notice-text: 罗婧：本院受理原告广西正祥诉被告一案。 <box>250 732 337 738</box>
notice-item <box>57 230 223 287</box>
notice-text: 王海蓬：本院受理原告与被告离婚纠纷一案。 <box>250 1224 343 1230</box>
notice-body-texture: ▪▫▪▫▪▫▪▫▪▫▪▫▪▫▪▫▪▫▪▫▪▫▪▫▪▫▪▫▪▫▪▫▪▫▪▫▪▫▪▫▪▫▪▫▪▫▪▫▪▫▪▫▪▫▪▫▪▫▪▫▪▫▪▫▪▫▪▫▪▫▪▫▪▫▪▫▪▫▪▫▪▫▪▫▪▫▪▫▪▫▪▫▪▫▪▫▪▫▪▫▪▫▪▫▪▫▪▫▪▫▪▫▪▫▪▫▪▫▪▫▪▫▪▫▪▫▪▫▪▫▪▫▪▫▪▫▪▫▪▫▪▫▪▫▪▫▪▫▪▫▪▫▪▫▪▫▪▫▪▫▪▫▪▫▪▫▪▫▪▫▪▫▪▫▪▫▪▫▪▫▪▫▪▫▪▫▪▫▪▫▪▫▪▫▪▫▪▫▪▫▪▫▪▫▪▫▪▫▪▫▪▫▪▫▪▫▪▫▪▫▪▫▪▫▪▫▪▫▪▫▪▫▪▫▪▫▪▫▪▫▪▫▪▫▪▫▪▫▪▫▪▫▪▫▪▫▪▫▪▫▪▫▪▫▪▫▪▫▪▫▪▫▪▫▪▫▪▫▪▫▪▫▪▫▪▫▪▫▪▫▪▫▪▫▪▫▪▫▪▫▪▫▪▫▪▫▪▫▪▫▪▫▪▫▪▫▪▫▪▫▪▫▪▫▪▫▪▫▪▫▪▫▪▫▪▫▪▫▪▫ <box>57 292 223 336</box>
notice-text: (2020)黔2322民初5270号……本院依法向你公告送达应诉通知书。 <box>57 515 197 521</box>
notice-text: 徐某：本院受理原告王立华、王文清诉被告一案。 <box>250 509 351 515</box>
notice-body-texture: ▪▫▪▫▪▫▪▫▪▫▪▫▪▫▪▫▪▫▪▫▪▫▪▫▪▫▪▫▪▫▪▫▪▫▪▫▪▫▪▫▪▫▪▫▪▫▪▫▪▫▪▫▪▫▪▫▪▫▪▫▪▫▪▫▪▫▪▫▪▫▪▫▪▫▪▫▪▫▪▫▪▫▪▫▪▫▪▫▪▫▪▫▪▫▪▫▪▫▪▫▪▫▪▫▪▫▪▫▪▫▪▫▪▫▪▫▪▫▪▫▪▫▪▫▪▫▪▫▪▫▪▫▪▫▪▫▪▫▪▫▪▫▪▫▪▫▪▫▪▫▪▫▪▫▪▫▪▫▪▫▪▫▪▫▪▫▪▫▪▫▪▫▪▫▪▫▪▫▪▫▪▫▪▫▪▫▪▫▪▫▪▫▪▫▪▫▪▫▪▫▪▫▪▫▪▫▪▫▪▫▪▫▪▫▪▫▪▫▪▫▪▫▪▫▪▫▪▫▪▫▪▫▪▫▪▫▪▫▪▫▪▫▪▫▪▫▪▫▪▫▪▫▪▫▪▫▪▫▪▫▪▫▪▫▪▫▪▫▪▫▪▫▪▫▪▫▪▫▪▫▪▫▪▫▪▫▪▫▪▫▪▫▪▫▪▫▪▫▪▫▪▫▪▫▪▫▪▫▪▫▪▫▪▫▪▫▪▫▪▫▪▫▪▫▪▫▪▫▪▫▪▫▪▫▪▫▪▫▪▫ <box>57 859 223 909</box>
court-name: 贵州省开阳县人民法院 <box>115 624 166 631</box>
notice-body-texture: ▪▫▪▫▪▫▪▫▪▫▪▫▪▫▪▫▪▫▪▫▪▫▪▫▪▫▪▫▪▫▪▫▪▫▪▫▪▫▪▫▪▫▪▫▪▫▪▫▪▫▪▫▪▫▪▫▪▫▪▫▪▫▪▫▪▫▪▫▪▫▪▫▪▫▪▫▪▫▪▫▪▫▪▫▪▫▪▫▪▫▪▫▪▫▪▫▪▫▪▫▪▫▪▫▪▫▪▫▪▫▪▫▪▫▪▫▪▫▪▫▪▫▪▫▪▫▪▫▪▫▪▫▪▫▪▫▪▫▪▫▪▫▪▫▪▫▪▫▪▫▪▫▪▫▪▫▪▫▪▫▪▫▪▫▪▫▪▫▪▫▪▫▪▫▪▫▪▫▪▫▪▫▪▫▪▫▪▫▪▫▪▫▪▫▪▫▪▫▪▫▪▫▪▫▪▫▪▫▪▫▪▫▪▫▪▫▪▫▪▫▪▫▪▫▪▫▪▫▪▫▪▫▪▫▪▫▪▫▪▫▪▫▪▫▪▫▪▫▪▫▪▫▪▫▪▫▪▫▪▫▪▫▪▫▪▫▪▫▪▫▪▫▪▫▪▫▪▫▪▫▪▫▪▫▪▫▪▫▪▫▪▫▪▫▪▫▪▫▪▫▪▫▪▫▪▫▪▫▪▫▪▫▪▫▪▫▪▫▪▫▪▫▪▫▪▫▪▫▪▫▪▫▪▫▪▫▪▫▪▫ <box>57 172 223 221</box>
court-name: 河南省郑州市中原区人民法院 <box>107 968 172 975</box>
notice-body-texture: ▪▫▪▫▪▫▪▫▪▫▪▫▪▫▪▫▪▫▪▫▪▫▪▫▪▫▪▫▪▫▪▫▪▫▪▫▪▫▪▫▪▫▪▫▪▫▪▫▪▫▪▫▪▫▪▫▪▫▪▫▪▫▪▫▪▫▪▫▪▫▪▫▪▫▪▫▪▫▪▫▪▫▪▫▪▫▪▫▪▫▪▫▪▫▪▫▪▫▪▫▪▫▪▫▪▫▪▫▪▫▪▫▪▫▪▫▪▫▪▫▪▫▪▫▪▫▪▫▪▫▪▫▪▫▪▫▪▫▪▫▪▫▪▫▪▫▪▫▪▫▪▫▪▫▪▫▪▫▪▫▪▫▪▫▪▫▪▫▪▫▪▫▪▫▪▫▪▫▪▫▪▫▪▫▪▫▪▫▪▫▪▫▪▫▪▫▪▫▪▫▪▫▪▫▪▫▪▫▪▫▪▫▪▫▪▫▪▫▪▫▪▫▪▫▪▫▪▫▪▫▪▫▪▫▪▫▪▫▪▫▪▫▪▫▪▫▪▫▪▫▪▫▪▫▪▫▪▫▪▫▪▫▪▫▪▫▪▫▪▫▪▫▪▫▪▫▪▫▪▫▪▫▪▫▪▫▪▫▪▫▪▫▪▫▪▫▪▫▪▫▪▫▪▫▪▫▪▫▪▫▪▫▪▫▪▫▪▫▪▫▪▫▪▫▪▫▪▫▪▫▪▫▪▫▪▫▪▫▪▫ <box>250 835 416 884</box>
notice-item <box>57 1204 223 1261</box>
court-name: 广西壮族自治区钦州市钦北区人民法院 <box>290 778 376 785</box>
notice-text: (2020)黔2301民初5663号……本院受理原告与被告借款合同纠纷一案。 <box>57 459 206 465</box>
notice-body-texture: ▪▫▪▫▪▫▪▫▪▫▪▫▪▫▪▫▪▫▪▫▪▫▪▫▪▫▪▫▪▫▪▫▪▫▪▫▪▫▪▫▪▫▪▫▪▫▪▫▪▫▪▫▪▫▪▫▪▫▪▫▪▫▪▫▪▫▪▫▪▫▪▫▪▫▪▫▪▫▪▫▪▫▪▫▪▫▪▫▪▫▪▫▪▫▪▫▪▫▪▫▪▫▪▫▪▫▪▫▪▫▪▫▪▫▪▫▪▫▪▫▪▫▪▫▪▫▪▫▪▫▪▫▪▫▪▫▪▫▪▫▪▫▪▫▪▫▪▫▪▫▪▫▪▫▪▫▪▫▪▫▪▫▪▫▪▫▪▫▪▫▪▫▪▫▪▫▪▫▪▫▪▫▪▫▪▫▪▫▪▫▪▫▪▫▪▫▪▫▪▫▪▫▪▫▪▫▪▫▪▫▪▫▪▫▪▫▪▫▪▫▪▫▪▫▪▫▪▫▪▫▪▫▪▫▪▫▪▫▪▫▪▫▪▫▪▫▪▫▪▫▪▫▪▫▪▫▪▫▪▫▪▫▪▫▪▫▪▫▪▫▪▫▪▫▪▫▪▫▪▫▪▫▪▫▪▫▪▫▪▫▪▫▪▫▪▫▪▫▪▫▪▫▪▫▪▫▪▫▪▫▪▫▪▫▪▫▪▫▪▫▪▫▪▫▪▫▪▫▪▫▪▫▪▫▪▫▪▫▪▫ <box>57 974 223 1023</box>
notice-item <box>57 287 223 345</box>
notice-body-texture: ▪▫▪▫▪▫▪▫▪▫▪▫▪▫▪▫▪▫▪▫▪▫▪▫▪▫▪▫▪▫▪▫▪▫▪▫▪▫▪▫▪▫▪▫▪▫▪▫▪▫▪▫▪▫▪▫▪▫▪▫▪▫▪▫▪▫▪▫▪▫▪▫▪▫▪▫▪▫▪▫▪▫▪▫▪▫▪▫▪▫▪▫▪▫▪▫▪▫▪▫▪▫▪▫▪▫▪▫▪▫▪▫▪▫▪▫▪▫▪▫▪▫▪▫▪▫▪▫▪▫▪▫▪▫▪▫▪▫▪▫▪▫▪▫▪▫▪▫▪▫▪▫▪▫▪▫▪▫▪▫▪▫▪▫▪▫▪▫▪▫▪▫▪▫▪▫▪▫▪▫▪▫▪▫▪▫▪▫▪▫▪▫▪▫▪▫▪▫▪▫▪▫▪▫▪▫▪▫▪▫▪▫▪▫▪▫▪▫▪▫▪▫▪▫▪▫▪▫▪▫▪▫▪▫▪▫▪▫▪▫▪▫▪▫▪▫▪▫▪▫▪▫▪▫▪▫▪▫▪▫▪▫▪▫▪▫▪▫▪▫▪▫▪▫▪▫▪▫▪▫▪▫▪▫▪▫▪▫▪▫▪▫▪▫▪▫▪▫▪▫▪▫▪▫▪▫▪▫▪▫▪▫▪▫▪▫▪▫▪▫▪▫▪▫▪▫▪▫▪▫▪▫▪▫▪▫▪▫▪▫ <box>250 1166 416 1216</box>
court-name: 内蒙古自治区乌拉特中旗人民法院 <box>295 1383 371 1390</box>
court-name: 河北省石家庄市裕华区人民法院 <box>105 911 175 917</box>
court-name: 浙江省永嘉县人民法院 <box>115 1083 166 1090</box>
notice-body-texture: ▪▫▪▫▪▫▪▫▪▫▪▫▪▫▪▫▪▫▪▫▪▫▪▫▪▫▪▫▪▫▪▫▪▫▪▫▪▫▪▫▪▫▪▫▪▫▪▫▪▫▪▫▪▫▪▫▪▫▪▫▪▫▪▫▪▫▪▫▪▫▪▫▪▫▪▫▪▫▪▫▪▫▪▫▪▫▪▫▪▫▪▫▪▫▪▫▪▫▪▫▪▫▪▫▪▫▪▫▪▫▪▫▪▫▪▫▪▫▪▫▪▫▪▫▪▫▪▫▪▫▪▫▪▫▪▫▪▫▪▫▪▫▪▫▪▫▪▫▪▫▪▫▪▫▪▫▪▫▪▫▪▫▪▫▪▫▪▫▪▫▪▫▪▫▪▫▪▫▪▫▪▫▪▫▪▫▪▫▪▫▪▫▪▫▪▫▪▫▪▫▪▫▪▫▪▫▪▫▪▫▪▫▪▫▪▫▪▫▪▫▪▫▪▫▪▫▪▫▪▫▪▫▪▫▪▫▪▫▪▫▪▫▪▫▪▫▪▫▪▫▪▫▪▫▪▫▪▫▪▫▪▫▪▫▪▫▪▫▪▫▪▫▪▫▪▫▪▫▪▫▪▫▪▫▪▫▪▫▪▫▪▫▪▫▪▫▪▫▪▫▪▫▪▫▪▫▪▫▪▫▪▫▪▫▪▫▪▫▪▫▪▫▪▫▪▫▪▫▪▫▪▫▪▫▪▫▪▫▪▫ <box>57 916 223 966</box>
notice-body-texture: ▪▫▪▫▪▫▪▫▪▫▪▫▪▫▪▫▪▫▪▫▪▫▪▫▪▫▪▫▪▫▪▫▪▫▪▫▪▫▪▫▪▫▪▫▪▫▪▫▪▫▪▫▪▫▪▫▪▫▪▫▪▫▪▫▪▫▪▫▪▫▪▫▪▫▪▫▪▫▪▫▪▫▪▫▪▫▪▫▪▫▪▫▪▫▪▫▪▫▪▫▪▫▪▫▪▫▪▫▪▫▪▫▪▫▪▫▪▫▪▫▪▫▪▫▪▫▪▫▪▫▪▫▪▫▪▫▪▫▪▫▪▫▪▫▪▫▪▫▪▫▪▫▪▫▪▫▪▫▪▫▪▫▪▫▪▫▪▫▪▫▪▫▪▫▪▫▪▫▪▫▪▫▪▫▪▫▪▫▪▫▪▫▪▫▪▫▪▫▪▫▪▫▪▫▪▫▪▫▪▫▪▫▪▫▪▫▪▫▪▫▪▫▪▫▪▫▪▫▪▫▪▫▪▫▪▫▪▫▪▫▪▫▪▫▪▫▪▫▪▫▪▫▪▫▪▫▪▫▪▫▪▫▪▫▪▫▪▫▪▫▪▫▪▫▪▫▪▫▪▫▪▫▪▫▪▫▪▫▪▫▪▫▪▫▪▫▪▫▪▫▪▫▪▫▪▫▪▫▪▫▪▫▪▫▪▫▪▫▪▫▪▫▪▫▪▫▪▫▪▫▪▫▪▫▪▫▪▫▪▫ <box>57 229 224 278</box>
notice-body-texture: ▪▫▪▫▪▫▪▫▪▫▪▫▪▫▪▫▪▫▪▫▪▫▪▫▪▫▪▫▪▫▪▫▪▫▪▫▪▫▪▫▪▫▪▫▪▫▪▫▪▫▪▫▪▫▪▫▪▫▪▫▪▫▪▫▪▫▪▫▪▫▪▫▪▫▪▫▪▫▪▫▪▫▪▫▪▫▪▫▪▫▪▫▪▫▪▫▪▫▪▫▪▫▪▫▪▫▪▫▪▫▪▫▪▫▪▫▪▫▪▫▪▫▪▫▪▫▪▫▪▫▪▫▪▫▪▫▪▫▪▫▪▫▪▫▪▫▪▫▪▫▪▫▪▫▪▫▪▫▪▫▪▫▪▫▪▫▪▫▪▫▪▫▪▫▪▫▪▫▪▫▪▫▪▫▪▫▪▫▪▫▪▫▪▫▪▫▪▫▪▫▪▫▪▫▪▫▪▫▪▫▪▫▪▫▪▫▪▫▪▫▪▫▪▫▪▫▪▫▪▫▪▫▪▫▪▫▪▫▪▫▪▫▪▫▪▫▪▫▪▫▪▫▪▫▪▫▪▫▪▫▪▫▪▫▪▫▪▫▪▫▪▫▪▫▪▫▪▫▪▫▪▫▪▫▪▫▪▫▪▫▪▫▪▫▪▫▪▫▪▫▪▫▪▫▪▫▪▫▪▫▪▫▪▫▪▫▪▫▪▫▪▫▪▫▪▫▪▫▪▫▪▫▪▫▪▫▪▫▪▫ <box>57 745 223 794</box>
notice-item <box>250 944 416 1002</box>
court-name: 青海省西宁市城北区人民法院 <box>300 338 366 345</box>
court-name: 湖北省武汉市武昌区人民法院 <box>107 1369 172 1376</box>
footer-signature: 北京心有田网络科技有限公司 <box>357 1404 416 1410</box>
notice-item <box>250 1001 416 1058</box>
notice-body-texture: ▪▫▪▫▪▫▪▫▪▫▪▫▪▫▪▫▪▫▪▫▪▫▪▫▪▫▪▫▪▫▪▫▪▫▪▫▪▫▪▫▪▫▪▫▪▫▪▫▪▫▪▫▪▫▪▫▪▫▪▫▪▫▪▫▪▫▪▫▪▫▪▫▪▫▪▫▪▫▪▫▪▫▪▫▪▫▪▫▪▫▪▫▪▫▪▫▪▫▪▫▪▫▪▫▪▫▪▫▪▫▪▫▪▫▪▫▪▫▪▫▪▫▪▫▪▫▪▫▪▫▪▫▪▫▪▫▪▫▪▫▪▫▪▫▪▫▪▫▪▫▪▫▪▫▪▫▪▫▪▫▪▫▪▫▪▫▪▫▪▫▪▫▪▫▪▫▪▫▪▫▪▫▪▫▪▫▪▫▪▫▪▫▪▫▪▫▪▫▪▫▪▫▪▫▪▫▪▫▪▫▪▫▪▫▪▫▪▫▪▫▪▫▪▫▪▫▪▫▪▫▪▫▪▫▪▫▪▫▪▫▪▫▪▫▪▫▪▫▪▫▪▫▪▫▪▫▪▫▪▫▪▫▪▫▪▫▪▫▪▫▪▫▪▫▪▫▪▫▪▫▪▫▪▫▪▫▪▫▪▫▪▫▪▫▪▫▪▫▪▫▪▫▪▫▪▫▪▫▪▫▪▫▪▫▪▫▪▫▪▫▪▫▪▫▪▫▪▫▪▫▪▫▪▫▪▫▪▫▪▫ <box>250 344 416 392</box>
notice-body-texture: ▪▫▪▫▪▫▪▫▪▫▪▫▪▫▪▫▪▫▪▫▪▫▪▫▪▫▪▫▪▫▪▫▪▫▪▫▪▫▪▫▪▫▪▫▪▫▪▫▪▫▪▫▪▫▪▫▪▫▪▫▪▫▪▫▪▫▪▫▪▫▪▫▪▫▪▫▪▫▪▫▪▫▪▫▪▫▪▫▪▫▪▫▪▫▪▫▪▫▪▫▪▫▪▫▪▫▪▫▪▫▪▫▪▫▪▫▪▫▪▫▪▫▪▫▪▫▪▫▪▫▪▫▪▫▪▫▪▫▪▫▪▫▪▫▪▫▪▫▪▫▪▫▪▫▪▫▪▫▪▫▪▫▪▫▪▫▪▫▪▫▪▫▪▫▪▫▪▫▪▫▪▫▪▫▪▫▪▫▪▫▪▫▪▫▪▫▪▫▪▫▪▫▪▫▪▫▪▫▪▫▪▫▪▫▪▫▪▫▪▫▪▫▪▫▪▫▪▫▪▫▪▫▪▫▪▫▪▫▪▫▪▫▪▫▪▫▪▫▪▫▪▫▪▫▪▫▪▫▪▫▪▫▪▫▪▫▪▫▪▫▪▫▪▫▪▫▪▫▪▫▪▫▪▫▪▫▪▫▪▫▪▫▪▫▪▫▪▫▪▫▪▫▪▫▪▫▪▫▪▫▪▫▪▫▪▫▪▫▪▫▪▫▪▫▪▫▪▫▪▫▪▫▪▫▪▫▪▫▪▫ <box>250 1001 416 1049</box>
notice-body-texture: ▪▫▪▫▪▫▪▫▪▫▪▫▪▫▪▫▪▫▪▫▪▫▪▫▪▫▪▫▪▫▪▫▪▫▪▫▪▫▪▫▪▫▪▫▪▫▪▫▪▫▪▫▪▫▪▫▪▫▪▫▪▫▪▫▪▫▪▫▪▫▪▫▪▫▪▫▪▫▪▫▪▫▪▫▪▫▪▫▪▫▪▫▪▫▪▫▪▫▪▫▪▫▪▫▪▫▪▫▪▫▪▫▪▫▪▫▪▫▪▫▪▫▪▫▪▫▪▫▪▫▪▫▪▫▪▫▪▫▪▫▪▫▪▫▪▫▪▫▪▫▪▫▪▫▪▫▪▫▪▫▪▫▪▫▪▫▪▫▪▫▪▫▪▫▪▫▪▫▪▫▪▫▪▫▪▫▪▫▪▫▪▫▪▫▪▫▪▫▪▫▪▫▪▫▪▫▪▫▪▫▪▫▪▫▪▫▪▫▪▫▪▫▪▫▪▫▪▫▪▫▪▫▪▫▪▫▪▫▪▫▪▫▪▫▪▫▪▫▪▫▪▫▪▫▪▫▪▫▪▫▪▫▪▫▪▫▪▫▪▫▪▫▪▫▪▫▪▫▪▫▪▫▪▫▪▫▪▫▪▫▪▫▪▫▪▫▪▫▪▫▪▫▪▫▪▫▪▫▪▫▪▫▪▫▪▫▪▫▪▫▪▫▪▫▪▫▪▫▪▫▪▫▪▫▪▫▪▫▪▫ <box>57 573 223 622</box>
notice-item <box>57 745 223 803</box>
court-name: 辽宁省沈阳市和平区人民法院 <box>300 726 366 733</box>
notice-text: (2021)豫1502民初1107号……现依法向你公告送达。 <box>57 1031 169 1037</box>
notice-body-texture: ▪▫▪▫▪▫▪▫▪▫▪▫▪▫▪▫▪▫▪▫▪▫▪▫▪▫▪▫▪▫▪▫▪▫▪▫▪▫▪▫▪▫▪▫▪▫▪▫▪▫▪▫▪▫▪▫▪▫▪▫▪▫▪▫▪▫▪▫▪▫▪▫▪▫▪▫▪▫▪▫▪▫▪▫▪▫▪▫▪▫▪▫▪▫▪▫▪▫▪▫▪▫▪▫▪▫▪▫▪▫▪▫▪▫▪▫▪▫▪▫▪▫▪▫▪▫▪▫▪▫▪▫▪▫▪▫▪▫▪▫▪▫▪▫▪▫▪▫▪▫▪▫▪▫▪▫▪▫▪▫▪▫▪▫▪▫▪▫▪▫▪▫▪▫▪▫▪▫▪▫▪▫▪▫▪▫▪▫▪▫▪▫▪▫▪▫▪▫▪▫▪▫▪▫▪▫▪▫▪▫▪▫▪▫▪▫▪▫▪▫▪▫▪▫▪▫▪▫▪▫▪▫▪▫▪▫▪▫▪▫▪▫▪▫▪▫▪▫▪▫▪▫▪▫▪▫▪▫▪▫▪▫▪▫▪▫▪▫▪▫▪▫▪▫▪▫▪▫▪▫▪▫▪▫▪▫▪▫▪▫▪▫▪▫▪▫▪▫▪▫▪▫▪▫▪▫▪▫▪▫▪▫▪▫▪▫▪▫▪▫▪▫▪▫▪▫▪▫▪▫▪▫▪▫▪▫▪▫▪▫ <box>57 459 223 507</box>
right-notice-column <box>245 139 421 2491</box>
notice-body-texture: ▪▫▪▫▪▫▪▫▪▫▪▫▪▫▪▫▪▫▪▫▪▫▪▫▪▫▪▫▪▫▪▫▪▫▪▫▪▫▪▫▪▫▪▫▪▫▪▫▪▫▪▫▪▫▪▫▪▫▪▫▪▫▪▫▪▫▪▫▪▫▪▫▪▫▪▫▪▫▪▫▪▫▪▫▪▫▪▫▪▫▪▫▪▫▪▫▪▫▪▫▪▫▪▫▪▫▪▫▪▫▪▫▪▫▪▫▪▫▪▫▪▫▪▫▪▫▪▫▪▫▪▫▪▫▪▫▪▫▪▫▪▫▪▫▪▫▪▫▪▫▪▫▪▫▪▫▪▫▪▫▪▫▪▫▪▫▪▫▪▫▪▫▪▫▪▫▪▫▪▫▪▫▪▫▪▫▪▫▪▫▪▫▪▫▪▫▪▫▪▫▪▫▪▫▪▫▪▫▪▫▪▫▪▫▪▫▪▫▪▫▪▫▪▫▪▫▪▫▪▫▪▫▪▫▪▫▪▫▪▫▪▫▪▫▪▫▪▫▪▫▪▫▪▫▪▫▪▫▪▫▪▫▪▫▪▫▪▫▪▫▪▫▪▫▪▫▪▫▪▫▪▫▪▫▪▫▪▫▪▫▪▫▪▫▪▫▪▫▪▫▪▫▪▫▪▫▪▫▪▫▪▫▪▫▪▫▪▫▪▫▪▫▪▫▪▫▪▫▪▫▪▫▪▫▪▫▪▫▪▫ <box>250 401 416 444</box>
notice-body-texture: ▪▫▪▫▪▫▪▫▪▫▪▫▪▫▪▫▪▫▪▫▪▫▪▫▪▫▪▫▪▫▪▫▪▫▪▫▪▫▪▫▪▫▪▫▪▫▪▫▪▫▪▫▪▫▪▫▪▫▪▫▪▫▪▫▪▫▪▫▪▫▪▫▪▫▪▫▪▫▪▫▪▫▪▫▪▫▪▫▪▫▪▫▪▫▪▫▪▫▪▫▪▫▪▫▪▫▪▫▪▫▪▫▪▫▪▫▪▫▪▫▪▫▪▫▪▫▪▫▪▫▪▫▪▫▪▫▪▫▪▫▪▫▪▫▪▫▪▫▪▫▪▫▪▫▪▫▪▫▪▫▪▫▪▫▪▫▪▫▪▫▪▫▪▫▪▫▪▫▪▫▪▫▪▫▪▫▪▫▪▫▪▫▪▫▪▫▪▫▪▫▪▫▪▫▪▫▪▫▪▫▪▫▪▫▪▫▪▫▪▫▪▫▪▫▪▫▪▫▪▫▪▫▪▫▪▫▪▫▪▫▪▫▪▫▪▫▪▫▪▫▪▫▪▫▪▫▪▫▪▫▪▫▪▫▪▫▪▫▪▫▪▫▪▫▪▫▪▫▪▫▪▫▪▫▪▫▪▫▪▫▪▫▪▫▪▫▪▫▪▫▪▫▪▫▪▫▪▫▪▫▪▫▪▫▪▫▪▫▪▫▪▫▪▫▪▫▪▫▪▫▪▫▪▫▪▫▪▫▪▫ <box>250 676 416 724</box>
notice-item <box>250 835 416 893</box>
notice-item <box>250 1167 416 1225</box>
notice-text: (2021)浙0324民初5123号……判决书已送达期满。 <box>57 1089 166 1095</box>
notice-item <box>57 860 223 917</box>
notice-item <box>57 688 223 745</box>
notice-body-texture: ▪▫▪▫▪▫▪▫▪▫▪▫▪▫▪▫▪▫▪▫▪▫▪▫▪▫▪▫▪▫▪▫▪▫▪▫▪▫▪▫▪▫▪▫▪▫▪▫▪▫▪▫▪▫▪▫▪▫▪▫▪▫▪▫▪▫▪▫▪▫▪▫▪▫▪▫▪▫▪▫▪▫▪▫▪▫▪▫▪▫▪▫▪▫▪▫▪▫▪▫▪▫▪▫▪▫▪▫▪▫▪▫▪▫▪▫▪▫▪▫▪▫▪▫▪▫▪▫▪▫▪▫▪▫▪▫▪▫▪▫▪▫▪▫▪▫▪▫▪▫▪▫▪▫▪▫▪▫▪▫▪▫▪▫▪▫▪▫▪▫▪▫▪▫▪▫▪▫▪▫▪▫▪▫▪▫▪▫▪▫▪▫▪▫▪▫▪▫▪▫▪▫▪▫▪▫▪▫▪▫▪▫▪▫▪▫▪▫▪▫▪▫▪▫▪▫▪▫▪▫▪▫▪▫▪▫▪▫▪▫▪▫▪▫▪▫▪▫▪▫▪▫▪▫▪▫▪▫▪▫▪▫▪▫▪▫▪▫▪▫▪▫▪▫▪▫▪▫▪▫▪▫▪▫▪▫▪▫▪▫▪▫▪▫▪▫▪▫▪▫▪▫▪▫▪▫▪▫▪▫▪▫▪▫▪▫▪▫▪▫▪▫▪▫▪▫▪▫▪▫▪▫▪▫▪▫▪▫▪▫ <box>57 1089 223 1137</box>
notice-item <box>57 1261 223 1319</box>
notice-item <box>250 733 416 785</box>
court-name: 辽宁省大连市甘井子区人民法院 <box>105 739 175 746</box>
notice-body-texture: ▪▫▪▫▪▫▪▫▪▫▪▫▪▫▪▫▪▫▪▫▪▫▪▫▪▫▪▫▪▫▪▫▪▫▪▫▪▫▪▫▪▫▪▫▪▫▪▫▪▫▪▫▪▫▪▫▪▫▪▫▪▫▪▫▪▫▪▫▪▫▪▫▪▫▪▫▪▫▪▫▪▫▪▫▪▫▪▫▪▫▪▫▪▫▪▫▪▫▪▫▪▫▪▫▪▫▪▫▪▫▪▫▪▫▪▫▪▫▪▫▪▫▪▫▪▫▪▫▪▫▪▫▪▫▪▫▪▫▪▫▪▫▪▫▪▫▪▫▪▫▪▫▪▫▪▫▪▫▪▫▪▫▪▫▪▫▪▫▪▫▪▫▪▫▪▫▪▫▪▫▪▫▪▫▪▫▪▫▪▫▪▫▪▫▪▫▪▫▪▫▪▫▪▫▪▫▪▫▪▫▪▫▪▫▪▫▪▫▪▫▪▫▪▫▪▫▪▫▪▫▪▫▪▫▪▫▪▫▪▫▪▫▪▫▪▫▪▫▪▫▪▫▪▫▪▫▪▫▪▫▪▫▪▫▪▫▪▫▪▫▪▫▪▫▪▫▪▫▪▫▪▫▪▫▪▫▪▫▪▫▪▫▪▫▪▫▪▫▪▫▪▫▪▫▪▫▪▫▪▫▪▫▪▫▪▫▪▫▪▫▪▫▪▫▪▫▪▫▪▫▪▫▪▫▪▫▪▫▪▫ <box>250 229 416 278</box>
court-name: 吉林省吉林市昌邑区人民法院 <box>300 618 366 625</box>
court-name: 江苏省江阴市人民法院 <box>307 446 358 453</box>
notice-text: 王海蓬：本院受理原告诉被告一案，判决书已送达期满。 <box>250 1275 365 1281</box>
notice-text: 沈远华：本院受理原告诉你离婚纠纷一案。 <box>250 401 337 407</box>
notice-body-texture: ▪▫▪▫▪▫▪▫▪▫▪▫▪▫▪▫▪▫▪▫▪▫▪▫▪▫▪▫▪▫▪▫▪▫▪▫▪▫▪▫▪▫▪▫▪▫▪▫▪▫▪▫▪▫▪▫▪▫▪▫▪▫▪▫▪▫▪▫▪▫▪▫▪▫▪▫▪▫▪▫▪▫▪▫▪▫▪▫▪▫▪▫▪▫▪▫▪▫▪▫▪▫▪▫▪▫▪▫▪▫▪▫▪▫▪▫▪▫▪▫▪▫▪▫▪▫▪▫▪▫▪▫▪▫▪▫▪▫▪▫▪▫▪▫▪▫▪▫▪▫▪▫▪▫▪▫▪▫▪▫▪▫▪▫▪▫▪▫▪▫▪▫▪▫▪▫▪▫▪▫▪▫▪▫▪▫▪▫▪▫▪▫▪▫▪▫▪▫▪▫▪▫▪▫▪▫▪▫▪▫▪▫▪▫▪▫▪▫▪▫▪▫▪▫▪▫▪▫▪▫▪▫▪▫▪▫▪▫▪▫▪▫▪▫▪▫▪▫▪▫▪▫▪▫▪▫▪▫▪▫▪▫▪▫▪▫▪▫▪▫▪▫▪▫▪▫▪▫▪▫▪▫▪▫▪▫▪▫▪▫▪▫▪▫▪▫▪▫▪▫▪▫▪▫▪▫▪▫▪▫▪▫▪▫▪▫▪▫▪▫▪▫▪▫▪▫▪▫▪▫▪▫▪▫▪▫▪▫▪▫ <box>250 286 416 336</box>
notice-item <box>250 287 416 345</box>
court-name: 贵州省汇川区人民法院 <box>115 567 166 574</box>
notice-text: (2021)青2801民初1187号……判决书已送达期满。 <box>250 286 358 292</box>
court-name: 青海省格尔木市人民法院 <box>305 280 361 287</box>
notice-text: 王某某：本院受理原告与被告民间借贷纠纷一案。 <box>250 1109 351 1115</box>
notice-item <box>57 344 223 401</box>
notice-item <box>250 230 416 287</box>
notice-text: (2021)豫0802民初1206号……本院依法公告送达起诉状副本。 <box>57 1146 188 1152</box>
court-name: 安徽省淮南市田家庵区人民法院 <box>297 669 368 676</box>
court-name: 内蒙古自治区阿拉善盟人民法院 <box>297 561 368 568</box>
court-name: 河南省信阳市浉河区人民法院 <box>107 1025 172 1032</box>
notice-body-texture: ▪▫▪▫▪▫▪▫▪▫▪▫▪▫▪▫▪▫▪▫▪▫▪▫▪▫▪▫▪▫▪▫▪▫▪▫▪▫▪▫▪▫▪▫▪▫▪▫▪▫▪▫▪▫▪▫▪▫▪▫▪▫▪▫▪▫▪▫▪▫▪▫▪▫▪▫▪▫▪▫▪▫▪▫▪▫▪▫▪▫▪▫▪▫▪▫▪▫▪▫▪▫▪▫▪▫▪▫▪▫▪▫▪▫▪▫▪▫▪▫▪▫▪▫▪▫▪▫▪▫▪▫▪▫▪▫▪▫▪▫▪▫▪▫▪▫▪▫▪▫▪▫▪▫▪▫▪▫▪▫▪▫▪▫▪▫▪▫▪▫▪▫▪▫▪▫▪▫▪▫▪▫▪▫▪▫▪▫▪▫▪▫▪▫▪▫▪▫▪▫▪▫▪▫▪▫▪▫▪▫▪▫▪▫▪▫▪▫▪▫▪▫▪▫▪▫▪▫▪▫▪▫▪▫▪▫▪▫▪▫▪▫▪▫▪▫▪▫▪▫▪▫▪▫▪▫▪▫▪▫▪▫▪▫▪▫▪▫▪▫▪▫▪▫▪▫▪▫▪▫▪▫▪▫▪▫▪▫▪▫▪▫▪▫▪▫▪▫▪▫▪▫▪▫▪▫▪▫▪▫▪▫▪▫▪▫▪▫▪▫▪▫▪▫▪▫▪▫▪▫▪▫▪▫▪▫▪▫▪▫ <box>57 344 223 392</box>
notice-item <box>250 1110 416 1167</box>
court-name: 江苏省无锡市新吴区人民法院 <box>300 828 366 835</box>
left-notice-column <box>53 139 228 2451</box>
notice-item <box>250 172 416 230</box>
notice-text: (2021)内29民初1120号……现依法向你公告送达。 <box>250 567 356 573</box>
notice-text: 代金清：本院受理原告诉被告借款合同纠纷一案。 <box>250 943 351 949</box>
notice-item <box>250 344 416 401</box>
court-name: 内蒙古自治区乌拉特中旗人民法院 <box>295 1160 371 1167</box>
notice-text: 青海东鑫光万方……本院受理原告与被告合同纠纷一案。 <box>250 344 365 350</box>
notice-body-texture: ▪▫▪▫▪▫▪▫▪▫▪▫▪▫▪▫▪▫▪▫▪▫▪▫▪▫▪▫▪▫▪▫▪▫▪▫▪▫▪▫▪▫▪▫▪▫▪▫▪▫▪▫▪▫▪▫▪▫▪▫▪▫▪▫▪▫▪▫▪▫▪▫▪▫▪▫▪▫▪▫▪▫▪▫▪▫▪▫▪▫▪▫▪▫▪▫▪▫▪▫▪▫▪▫▪▫▪▫▪▫▪▫▪▫▪▫▪▫▪▫▪▫▪▫▪▫▪▫▪▫▪▫▪▫▪▫▪▫▪▫▪▫▪▫▪▫▪▫▪▫▪▫▪▫▪▫▪▫▪▫▪▫▪▫▪▫▪▫▪▫▪▫▪▫▪▫▪▫▪▫▪▫▪▫▪▫▪▫▪▫▪▫▪▫▪▫▪▫▪▫▪▫▪▫▪▫▪▫▪▫▪▫▪▫▪▫▪▫▪▫▪▫▪▫▪▫▪▫▪▫▪▫▪▫▪▫▪▫▪▫▪▫▪▫▪▫▪▫▪▫▪▫▪▫▪▫▪▫▪▫▪▫▪▫▪▫▪▫▪▫▪▫▪▫▪▫▪▫▪▫▪▫▪▫▪▫▪▫▪▫▪▫▪▫▪▫▪▫▪▫▪▫▪▫▪▫▪▫▪▫▪▫▪▫▪▫▪▫▪▫▪▫▪▫▪▫▪▫▪▫▪▫▪▫▪▫▪▫▪▫ <box>57 515 223 565</box>
court-name: 贵州省修文县人民法院 <box>115 509 166 516</box>
notice-item <box>57 574 223 631</box>
court-name: 河北省石家庄市长安区人民法院 <box>105 796 175 803</box>
notice-body-texture: ▪▫▪▫▪▫▪▫▪▫▪▫▪▫▪▫▪▫▪▫▪▫▪▫▪▫▪▫▪▫▪▫▪▫▪▫▪▫▪▫▪▫▪▫▪▫▪▫▪▫▪▫▪▫▪▫▪▫▪▫▪▫▪▫▪▫▪▫▪▫▪▫▪▫▪▫▪▫▪▫▪▫▪▫▪▫▪▫▪▫▪▫▪▫▪▫▪▫▪▫▪▫▪▫▪▫▪▫▪▫▪▫▪▫▪▫▪▫▪▫▪▫▪▫▪▫▪▫▪▫▪▫▪▫▪▫▪▫▪▫▪▫▪▫▪▫▪▫▪▫▪▫▪▫▪▫▪▫▪▫▪▫▪▫▪▫▪▫▪▫▪▫▪▫▪▫▪▫▪▫▪▫▪▫▪▫▪▫▪▫▪▫▪▫▪▫▪▫▪▫▪▫▪▫▪▫▪▫▪▫▪▫▪▫▪▫▪▫▪▫▪▫▪▫▪▫▪▫▪▫▪▫▪▫▪▫▪▫▪▫▪▫▪▫▪▫▪▫▪▫▪▫▪▫▪▫▪▫▪▫▪▫▪▫▪▫▪▫▪▫▪▫▪▫▪▫▪▫▪▫▪▫▪▫▪▫▪▫▪▫▪▫▪▫▪▫▪▫▪▫▪▫▪▫▪▫▪▫▪▫▪▫▪▫▪▫▪▫▪▫▪▫▪▫▪▫▪▫▪▫▪▫▪▫▪▫▪▫▪▫ <box>57 694 223 736</box>
court-name: 江西省抚州市临川区人民法院 <box>300 937 366 944</box>
notice-text: 科技成：本院受理原告诉被告一案，现依法向你公告送达。 <box>250 835 369 841</box>
